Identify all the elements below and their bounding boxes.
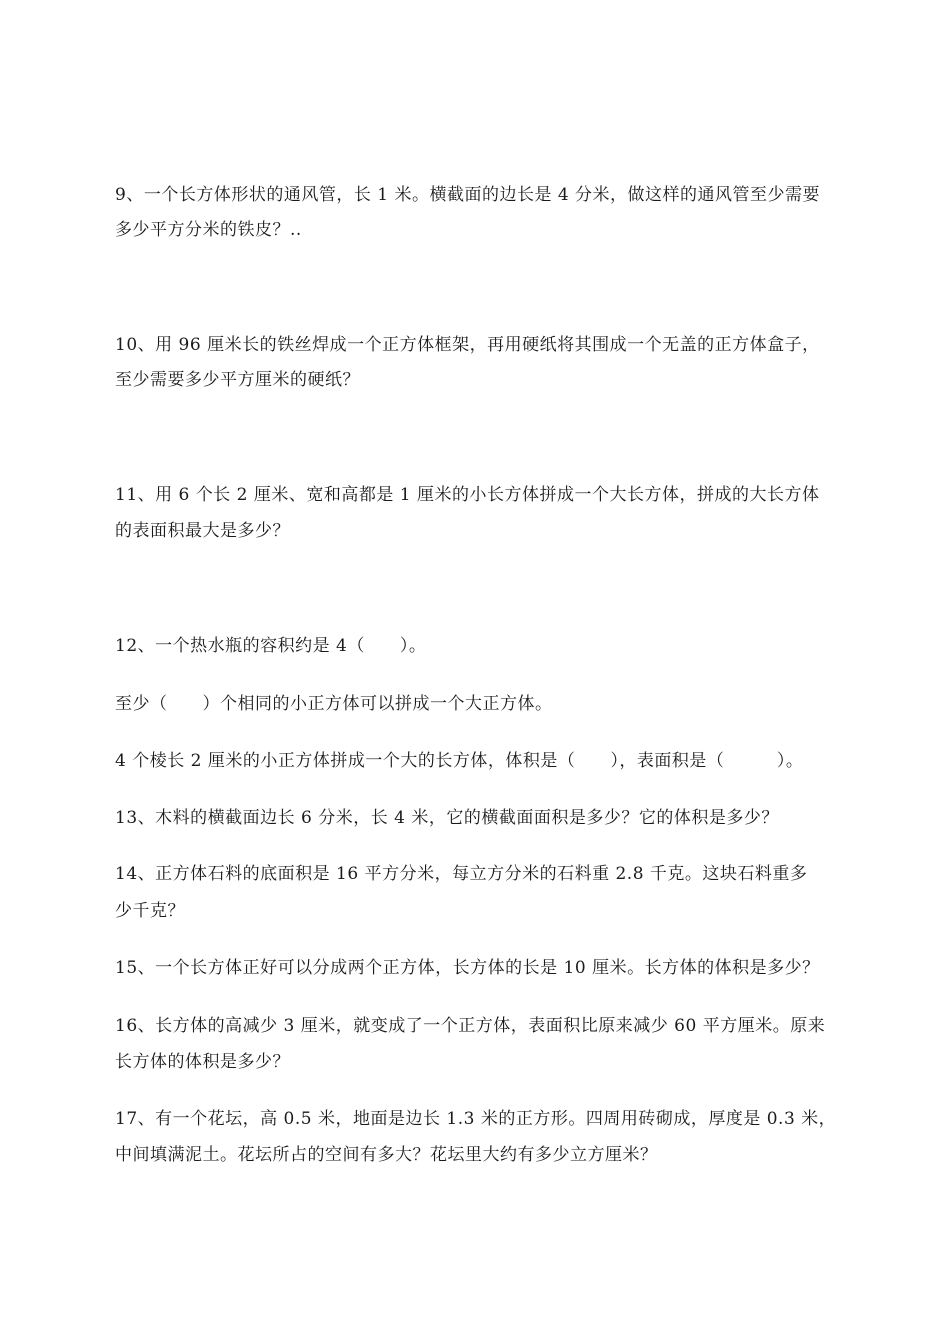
question-10-line-2: 至少需要多少平方厘米的硬纸？ <box>115 370 360 390</box>
question-12-line-1: 12、一个热水瓶的容积约是 4（ ）。 <box>115 636 427 656</box>
question-17-line-2: 中间填满泥土。花坛所占的空间有多大？花坛里大约有多少立方厘米？ <box>115 1145 658 1165</box>
question-11-line-1: 11、用 6 个长 2 厘米、宽和高都是 1 厘米的小长方体拼成一个大长方体，拼成的大长方体 <box>115 485 820 505</box>
question-17-line-1: 17、有一个花坛，高 0.5 米，地面是边长 1.3 米的正方形。四周用砖砌成，厚度是 0.3 米， <box>115 1109 837 1129</box>
question-12-line-3: 4 个棱长 2 厘米的小正方体拼成一个大的长方体，体积是（ ），表面积是（ ）。 <box>115 751 804 771</box>
question-15-line-1: 15、一个长方体正好可以分成两个正方体，长方体的长是 10 厘米。长方体的体积是多少？ <box>115 958 820 978</box>
question-9-line-1: 9、一个长方体形状的通风管，长 1 米。横截面的边长是 4 分米，做这样的通风管至少需要 <box>115 185 821 205</box>
question-11-line-2: 的表面积最大是多少？ <box>115 521 290 541</box>
question-14-line-1: 14、正方体石料的底面积是 16 平方分米，每立方分米的石料重 2.8 千克。这块石料重多 <box>115 864 808 884</box>
question-16-line-1: 16、长方体的高减少 3 厘米，就变成了一个正方体，表面积比原来减少 60 平方厘米。原来 <box>115 1016 826 1036</box>
question-10-line-1: 10、用 96 厘米长的铁丝焊成一个正方体框架，再用硬纸将其围成一个无盖的正方体盒子， <box>115 335 820 355</box>
question-14-line-2: 少千克？ <box>115 901 185 921</box>
question-13-line-1: 13、木料的横截面边长 6 分米，长 4 米，它的横截面面积是多少？它的体积是多少？ <box>115 808 779 828</box>
question-16-line-2: 长方体的体积是多少？ <box>115 1052 290 1072</box>
question-12-line-2: 至少（ ）个相同的小正方体可以拼成一个大正方体。 <box>115 694 553 714</box>
question-9-line-2: 多少平方分米的铁皮？.. <box>115 220 302 240</box>
